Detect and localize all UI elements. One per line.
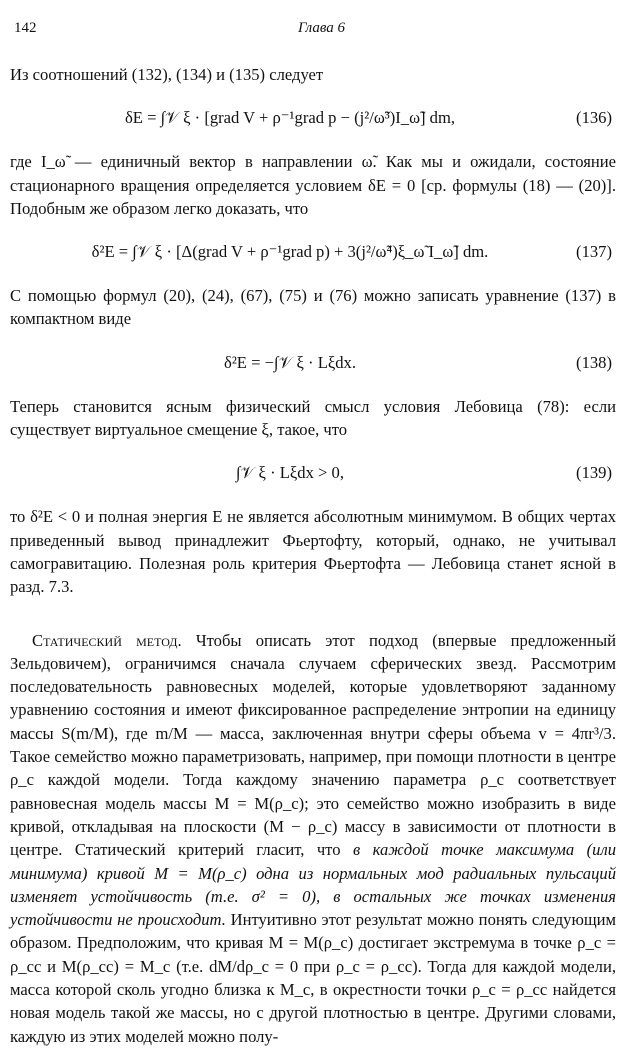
equation-number: (138)	[576, 352, 612, 372]
paragraph-text: Интуитивно этот результат можно понять следующим образом. Предположим, что кривая M = M(ρ_c) достигает экстремума в точке ρ_c = ρ_cc и M(ρ_cc) = M_c (т.е. dM/dρ_c = 0 при ρ_c = ρ_cc). Тогда для каждой модели, масса которой сколь угодно близка к M_c, в окрестности точки ρ_c = ρ_cc найдется новая модель такой же массы, но с другой плотностью в центре. Другими словами, каждую из этих моделей можно полу-	[10, 910, 616, 1046]
equation-expression: δ²E = −∫𝒱 ξ · Lξdx.	[224, 352, 356, 372]
paragraph: С помощью формул (20), (24), (67), (75) и (76) можно записать уравнение (137) в компактном виде	[10, 286, 616, 329]
page-header	[0, 20, 643, 44]
page-body	[10, 63, 616, 1048]
equation-139	[10, 455, 616, 489]
equation-number: (139)	[576, 463, 612, 483]
paragraph: то δ²E < 0 и полная энергия E не является абсолютным минимумом. В общих чертах приведенный вывод принадлежит Фьертофту, который, однако, не учитывал самогравитацию. Полезная роль критерия Фьертофта — Лебовица станет ясной в разд. 7.3.	[10, 507, 616, 597]
paragraph: Из соотношений (132), (134) и (135) следует	[10, 65, 324, 84]
section-run-in-heading: Статический метод.	[32, 630, 182, 650]
equation-number: (136)	[576, 108, 612, 128]
equation-137	[10, 234, 616, 268]
chapter-title: Глава 6	[297, 20, 346, 36]
page-number: 142	[14, 20, 37, 36]
paragraph-italic-text: в каждой точке максимума (или минимума) кривой M = M(ρ_c) одна из нормальных мод радиальных пульсаций изменяет устойчивость (т.е. σ² = 0), в остальных же точках изменения устойчивости не происходит.	[10, 840, 616, 930]
equation-number: (137)	[576, 242, 612, 262]
equation-expression: δ²E = ∫𝒱 ξ · [Δ(grad V + ρ⁻¹grad p) + 3(j²/ω̃⁴)ξ_ω̃ I_ω̃] dm.	[91, 242, 489, 262]
paragraph-text: Чтобы описать этот подход (впервые предложенный Зельдовичем), ограничимся сначала случаем сферических звезд. Рассмотрим последовательность равновесных моделей, которые удовлетворяют заданному уравнению состояния и имеют фиксированное распределение энтропии на единицу массы S(m/M), где m/M — масса, заключенная внутри сферы объема v = 4πr³/3. Такое семейство можно параметризовать, например, при помощи плотности в центре ρ_c каждой модели. Тогда каждому значению параметра ρ_c соответствует равновесная модель массы M = M(ρ_c); это семейство можно изобразить в виде кривой, откладывая на плоскости (M − ρ_c) массу в зависимости от плотности в центре. Статический критерий гласит, что	[10, 630, 616, 860]
equation-expression: ∫𝒱 ξ · Lξdx > 0,	[236, 463, 344, 483]
equation-138	[10, 345, 616, 379]
paragraph-static-method	[10, 629, 616, 1048]
equation-expression: δE = ∫𝒱 ξ · [grad V + ρ⁻¹grad p − (j²/ω̃³)I_ω̃] dm,	[124, 108, 456, 128]
paragraph: Теперь становится ясным физический смысл условия Лебовица (78): если существует виртуальное смещение ξ, такое, что	[10, 396, 616, 440]
paragraph: где I_ω̃ — единичный вектор в направлении ω̃. Как мы и ожидали, состояние стационарного вращения определяется условием δE = 0 [ср. формулы (18) — (20)]. Подобным же образом легко доказать, что	[10, 152, 616, 218]
equation-136	[10, 100, 616, 134]
